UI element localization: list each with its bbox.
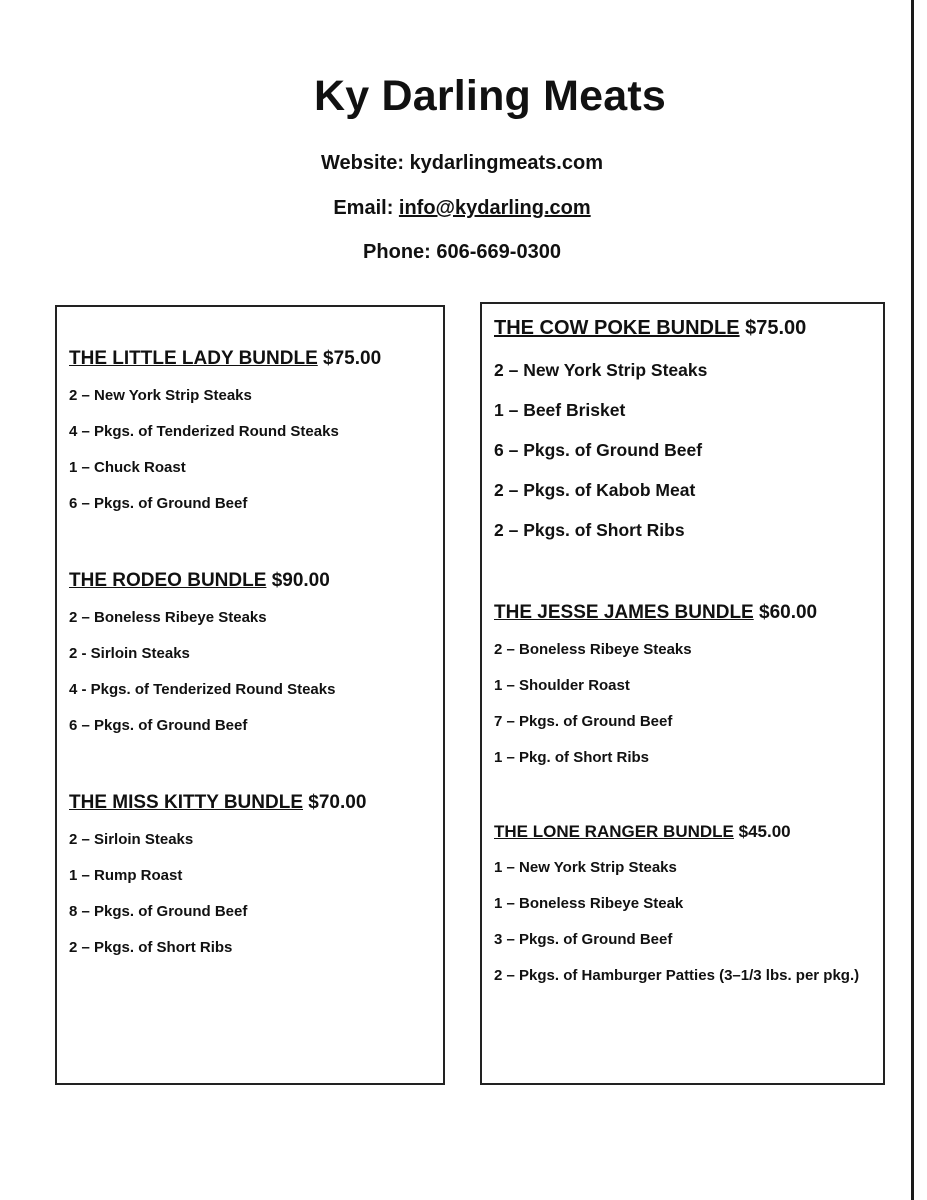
page-title: Ky Darling Meats	[313, 72, 667, 120]
email-link[interactable]: info@kydarling.com	[398, 197, 591, 219]
bundle-price: $75.00	[323, 348, 382, 369]
bundle-items	[494, 350, 806, 550]
list-item: 4 – Pkgs. of Tenderized Round Steaks	[69, 423, 339, 440]
bundle-title	[494, 317, 806, 340]
bundle-lone-ranger	[494, 822, 859, 994]
page-header	[0, 0, 911, 290]
bundle-cow-poke	[494, 317, 806, 550]
list-item: 6 – Pkgs. of Ground Beef	[494, 440, 703, 460]
scan-edge-line	[911, 0, 914, 1200]
phone-label: Phone:	[363, 241, 437, 263]
list-item: 1 – Chuck Roast	[69, 459, 186, 476]
bundle-name: THE RODEO BUNDLE	[69, 570, 267, 591]
bundle-rodeo	[69, 570, 335, 744]
bundle-price: $90.00	[271, 570, 330, 591]
list-item: 2 – Boneless Ribeye Steaks	[494, 641, 692, 658]
email-label: Email:	[333, 197, 399, 219]
list-item: 2 – Boneless Ribeye Steaks	[69, 609, 267, 626]
bundle-items	[494, 632, 817, 776]
list-item: 1 – Beef Brisket	[494, 400, 626, 420]
list-item: 1 – Pkg. of Short Ribs	[494, 749, 650, 766]
list-item: 2 - Sirloin Steaks	[69, 645, 190, 662]
list-item: 1 – Rump Roast	[69, 867, 183, 884]
list-item: 7 – Pkgs. of Ground Beef	[494, 713, 673, 730]
bundle-little-lady	[69, 348, 381, 522]
list-item: 1 – Boneless Ribeye Steak	[494, 895, 684, 912]
bundle-name: THE LONE RANGER BUNDLE	[494, 822, 734, 841]
bundle-name: THE LITTLE LADY BUNDLE	[69, 348, 318, 369]
website-value: kydarlingmeats.com	[409, 152, 603, 174]
list-item: 1 – Shoulder Roast	[494, 677, 630, 694]
bundle-title	[494, 602, 817, 624]
bundle-jesse-james	[494, 602, 817, 776]
bundle-items	[494, 850, 859, 994]
bundle-items	[69, 600, 335, 744]
website-line	[0, 152, 924, 175]
bundle-items	[69, 378, 381, 522]
list-item: 8 – Pkgs. of Ground Beef	[69, 903, 248, 920]
bundle-price: $70.00	[308, 792, 367, 813]
bundle-title	[69, 792, 366, 814]
bundle-title	[69, 348, 381, 370]
list-item: 6 – Pkgs. of Ground Beef	[69, 717, 248, 734]
list-item: 2 – Pkgs. of Short Ribs	[494, 520, 685, 540]
bundle-name: THE MISS KITTY BUNDLE	[69, 792, 303, 813]
bundle-name: THE JESSE JAMES BUNDLE	[494, 602, 754, 623]
list-item: 6 – Pkgs. of Ground Beef	[69, 495, 248, 512]
bundle-title	[494, 822, 859, 842]
phone-line	[0, 241, 924, 264]
list-item: 1 – New York Strip Steaks	[494, 859, 677, 876]
list-item: 2 – Pkgs. of Kabob Meat	[494, 480, 696, 500]
bundle-title	[69, 570, 335, 592]
list-item: 3 – Pkgs. of Ground Beef	[494, 931, 673, 948]
bundle-miss-kitty	[69, 792, 366, 966]
phone-value: 606-669-0300	[436, 241, 561, 263]
email-line	[0, 197, 924, 220]
bundle-price: $60.00	[759, 602, 818, 623]
bundle-name: THE COW POKE BUNDLE	[494, 317, 740, 339]
list-item: 2 – New York Strip Steaks	[494, 360, 708, 380]
list-item: 2 – Pkgs. of Hamburger Patties (3–1/3 lbs. per pkg.)	[494, 967, 860, 984]
bundle-price: $75.00	[745, 317, 807, 339]
list-item: 2 – New York Strip Steaks	[69, 387, 252, 404]
list-item: 2 – Sirloin Steaks	[69, 831, 194, 848]
list-item: 2 – Pkgs. of Short Ribs	[69, 939, 233, 956]
website-label: Website:	[321, 152, 410, 174]
bundle-price: $45.00	[738, 822, 791, 841]
list-item: 4 - Pkgs. of Tenderized Round Steaks	[69, 681, 336, 698]
bundle-items	[69, 822, 366, 966]
